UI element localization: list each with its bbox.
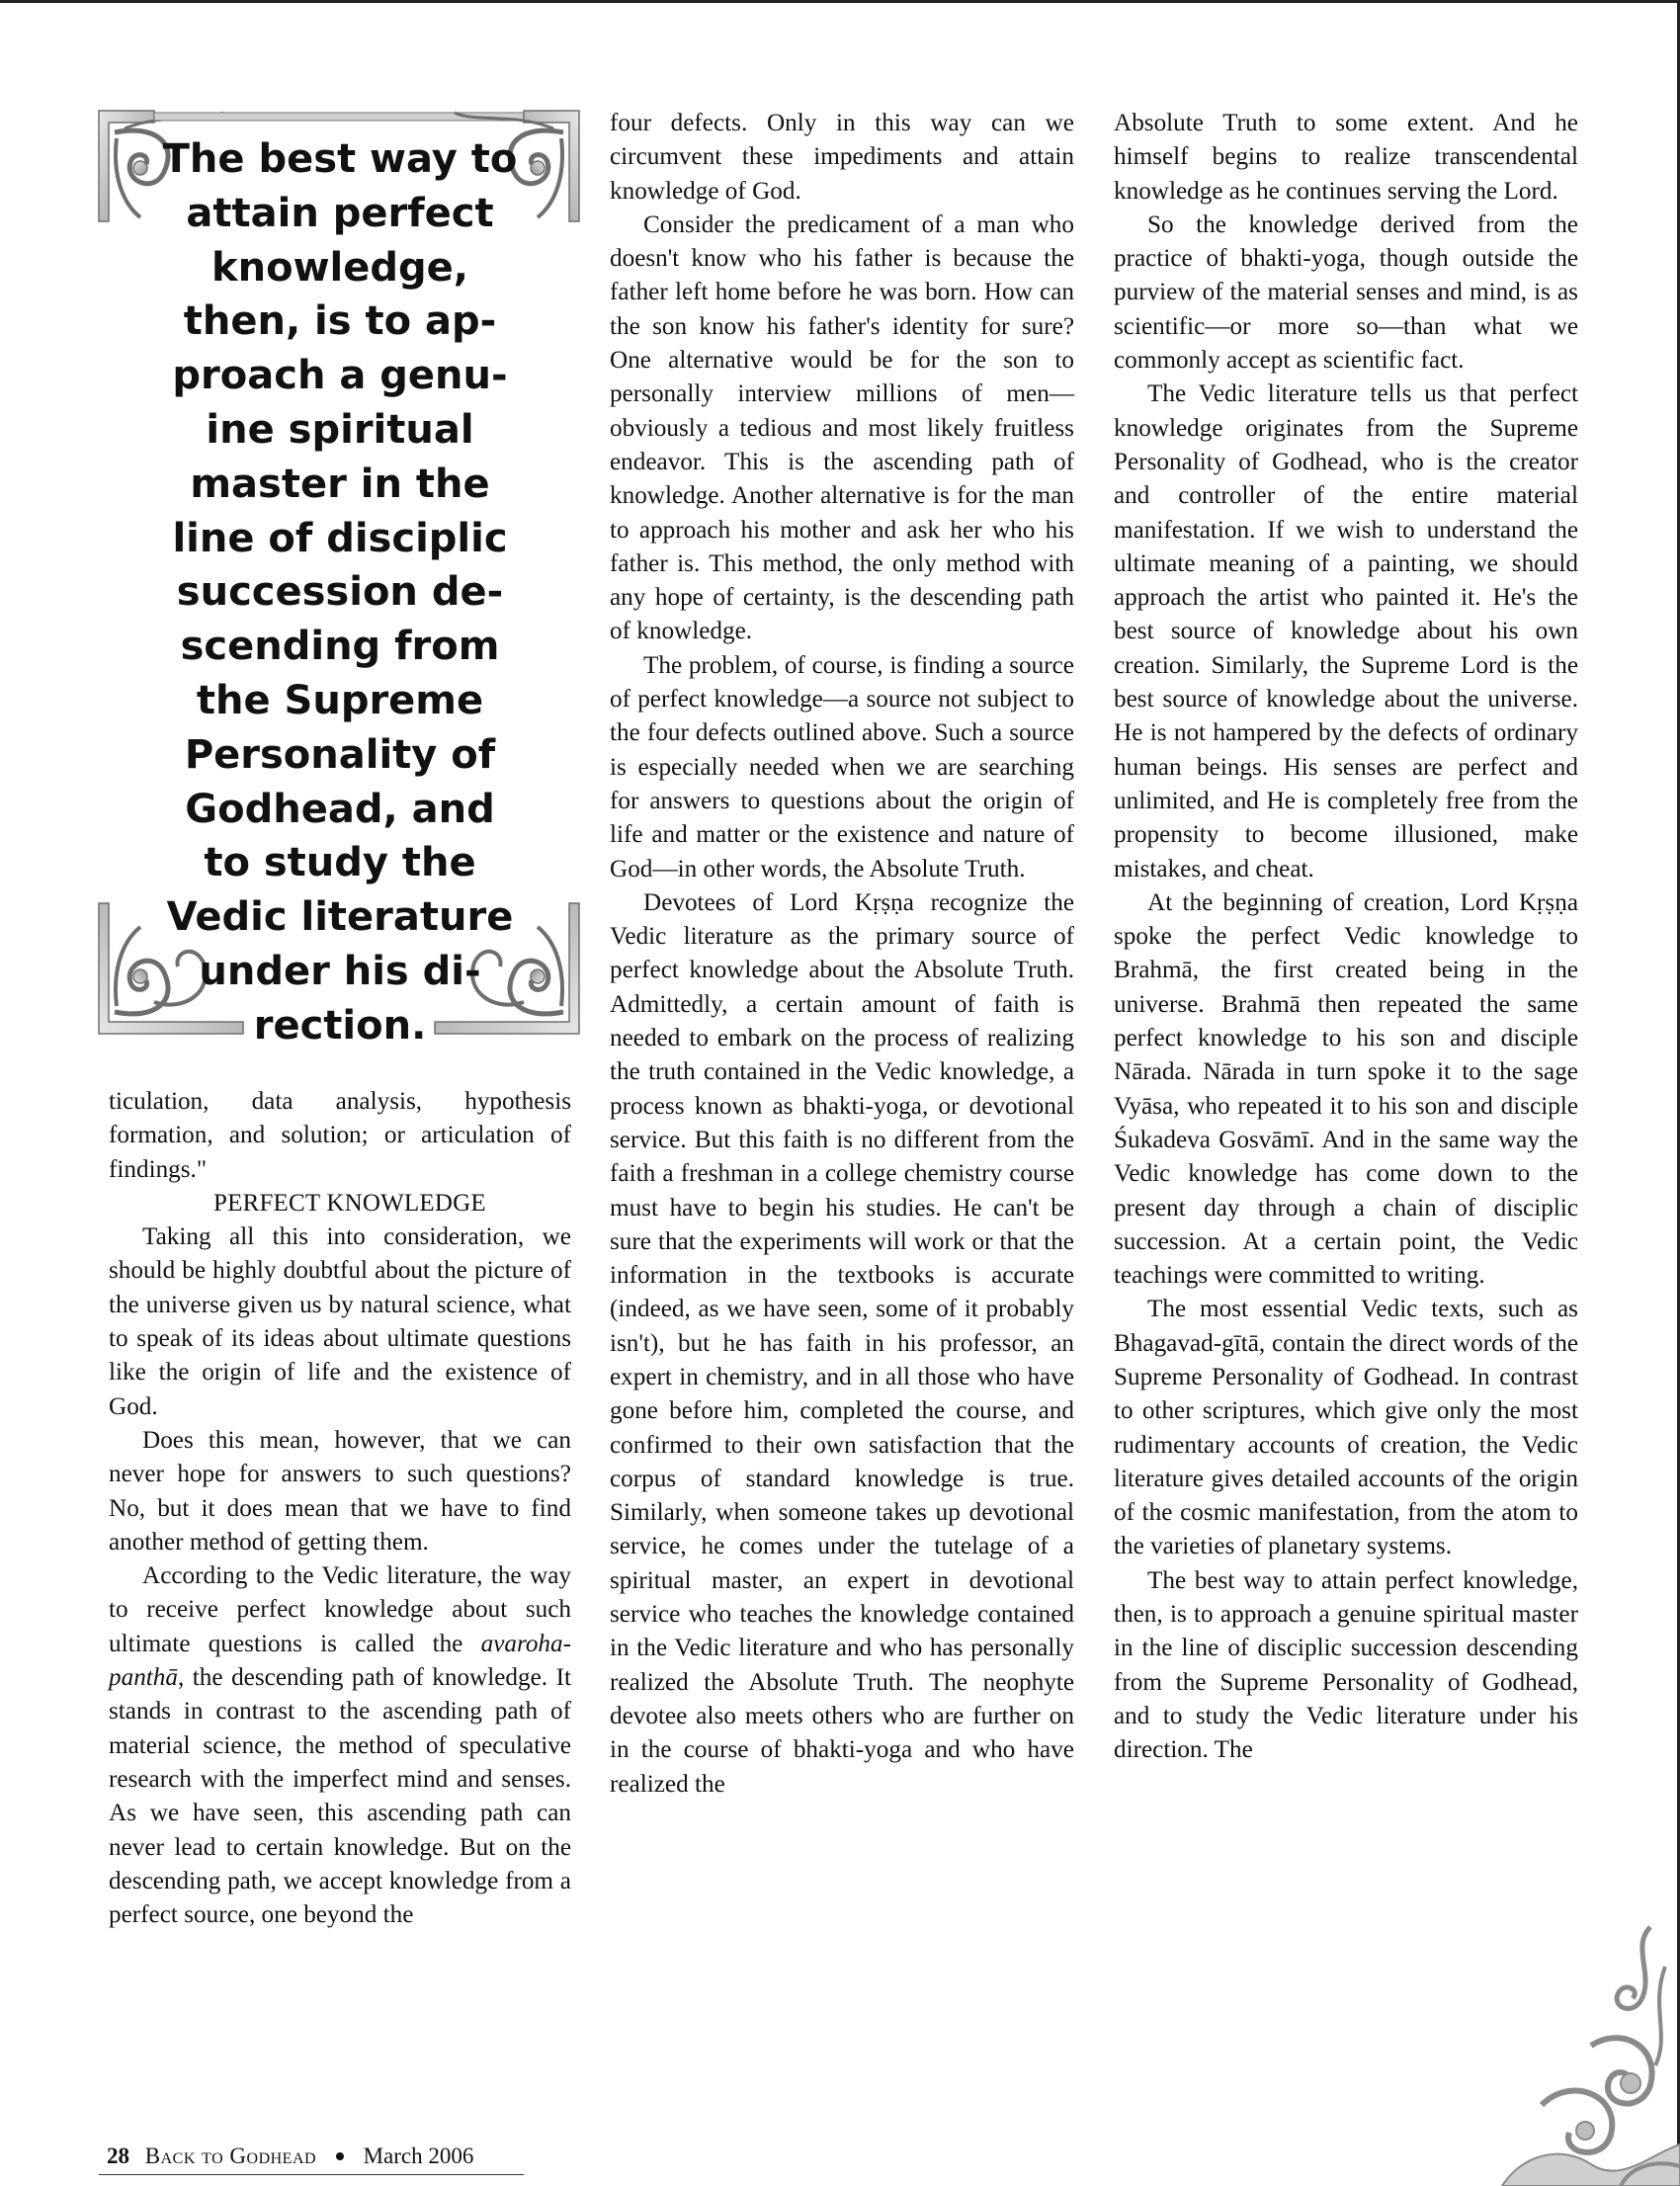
paragraph: Does this mean, however, that we can never hope for answers to such questions? No, but it does mean that we have to find another method of getting them. [109,1426,571,1555]
footer-rule [99,2174,524,2175]
pull-quote-line: attain perfect [186,190,494,236]
pull-quote-line: under his di- [199,948,481,994]
pull-quote-line: succession de- [176,569,504,616]
paragraph [109,1559,571,1932]
article-column-3 [1114,107,1578,1768]
issue-date: March 2006 [363,2144,474,2168]
pull-quote-line: then, is to ap- [183,298,497,345]
pull-quote-line: Vedic literature [166,894,514,941]
pull-quote-line: The best way to [162,136,518,182]
paragraph-continuation: four defects. Only in this way can we circumvent these impediments and attain knowledge of God. [610,110,1074,205]
bullet-separator [336,2152,344,2160]
paragraph: At the beginning of creation, Lord Kṛṣṇa spoke the perfect Vedic knowledge to Brahmā, the first created being in the universe. Brahmā then repeated the same perfect knowledge to his son and disciple Nārada. Nārada in turn spoke it to the sage Vyāsa, who repeated it to his son and disciple Śukadeva Gosvāmī. And in the same way the Vedic knowledge has come down to the present day through a chain of disciplic succession. At a certain point, the Vedic teachings were committed to writing. [1114,888,1578,1290]
pull-quote-line: to study the [204,840,476,886]
pull-quote-line: line of disciplic [172,515,508,561]
pull-quote-line: proach a genu- [172,353,508,399]
paragraph: The Vedic literature tells us that perfect knowledge originates from the Supreme Personality of Godhead, who is the creator and controller of the entire material manifestation. If we wish to understand the ultimate meaning of a painting, we should approach the artist who painted it. He's the best source of knowledge about his own creation. Similarly, the Supreme Lord is the best source of knowledge about the universe. He is not hampered by the defects of ordinary human beings. His senses are perfect and unlimited, and He is completely free from the propensity to become illusioned, make mistakes, and cheat. [1114,380,1578,883]
paragraph-text: According to the Vedic literature, the way to receive perfect knowledge about such ultimate questions is called the [109,1562,571,1657]
corner-flourish-icon [1482,1907,1680,2186]
paragraph: Devotees of Lord Kṛṣṇa recognize the Vedic literature as the primary source of perfect knowledge about the Absolute Truth. Admittedly, a certain amount of faith is needed to embark on the process of realizing the truth contained in the Vedic knowledge, a process known as bhakti-yoga, or devotional service. But this faith is no different from the faith a freshman in a college chemistry course must have to begin his studies. He can't be sure that the experiments will work or that the information in the textbooks is accurate (indeed, as we have seen, some of it probably isn't), but he has faith in his professor, an expert in chemistry, and in all those who have gone before him, completed the course, and confirmed to their own satisfaction that the corpus of standard knowledge is true. Similarly, when someone takes up devotional service, he comes under the tutelage of a spiritual master, an expert in devotional service who teaches the knowledge contained in the Vedic literature and who has personally realized the Absolute Truth. The neophyte devotee also meets others who are further on in the course of bhakti-yoga and who have realized the [610,888,1074,1798]
article-column-2 [610,107,1074,1802]
pull-quote-line: knowledge, [211,244,468,291]
pull-quote-line: master in the [190,461,490,507]
article-column-1 [109,1085,571,1932]
paragraph: Consider the predicament of a man who doesn't know who his father is because the father left home before he was born. How can the son know his father's identity for sure? One alternative would be for the son to personally interview millions of men—obviously a tedious and most likely fruitless endeavor. This is the ascending path of knowledge. Another alternative is for the man to approach his mother and ask her who his father is. This method, the only method with any hope of certainty, is the descending path of knowledge. [610,210,1074,645]
magazine-title: Back to Godhead [144,2144,317,2168]
page-top-border [0,0,1680,3]
page-number: 28 [107,2144,129,2168]
paragraph-continuation: ticulation, data analysis, hypothesis formation, and solution; or articulation of findings." [109,1088,571,1183]
pull-quote-text [152,132,528,1053]
pull-quote-line: the Supreme [196,677,484,723]
page-footer [107,2143,526,2170]
paragraph-text: , the descending path of knowledge. It stands in contrast to the ascending path of material science, the method of speculative research with the imperfect mind and senses. As we have seen, this ascending path can never lead to certain knowledge. But on the descending path, we accept knowledge from a perfect source, one beyond the [109,1664,571,1929]
sanskrit-term: avaroha-panthā [109,1630,571,1692]
pull-quote-line: scending from [180,624,500,670]
section-heading: PERFECT KNOWLEDGE [213,1189,486,1217]
paragraph: The problem, of course, is finding a source of perfect knowledge—a source not subject to the four defects outlined above. Such a source is especially needed when we are searching for answers to questions about the origin of life and matter or the existence and nature of God—in other words, the Absolute Truth. [610,651,1074,883]
paragraph: The best way to attain perfect knowledge, then, is to approach a genuine spiritual master in the line of disciplic succession descending from the Supreme Personality of Godhead, and to study the Vedic literature under his direction. The [1114,1566,1578,1764]
pull-quote-line: Personality of [184,731,496,778]
paragraph: So the knowledge derived from the practice of bhakti-yoga, though outside the purview of the material senses and mind, is as scientific—or more so—than what we commonly accept as scientific fact. [1114,210,1578,375]
pull-quote [95,103,583,1049]
pull-quote-line: Godhead, and [185,786,495,832]
paragraph: The most essential Vedic texts, such as Bhagavad-gītā, contain the direct words of the Supreme Personality of Godhead. In contrast to other scriptures, which give only the most rudimentary accounts of creation, the Vedic literature gives detailed accounts of the origin of the cosmic manifestation, from the atom to the varieties of planetary systems. [1114,1296,1578,1560]
paragraph-continuation: Absolute Truth to some extent. And he himself begins to realize transcendental knowledge as he continues serving the Lord. [1114,110,1578,205]
paragraph: Taking all this into consideration, we should be highly doubtful about the picture of the universe given us by natural science, what to speak of its ideas about ultimate questions like the origin of life and the existence of God. [109,1223,571,1420]
pull-quote-line: ine spiritual [206,406,474,453]
pull-quote-line: rection. [253,1002,427,1049]
